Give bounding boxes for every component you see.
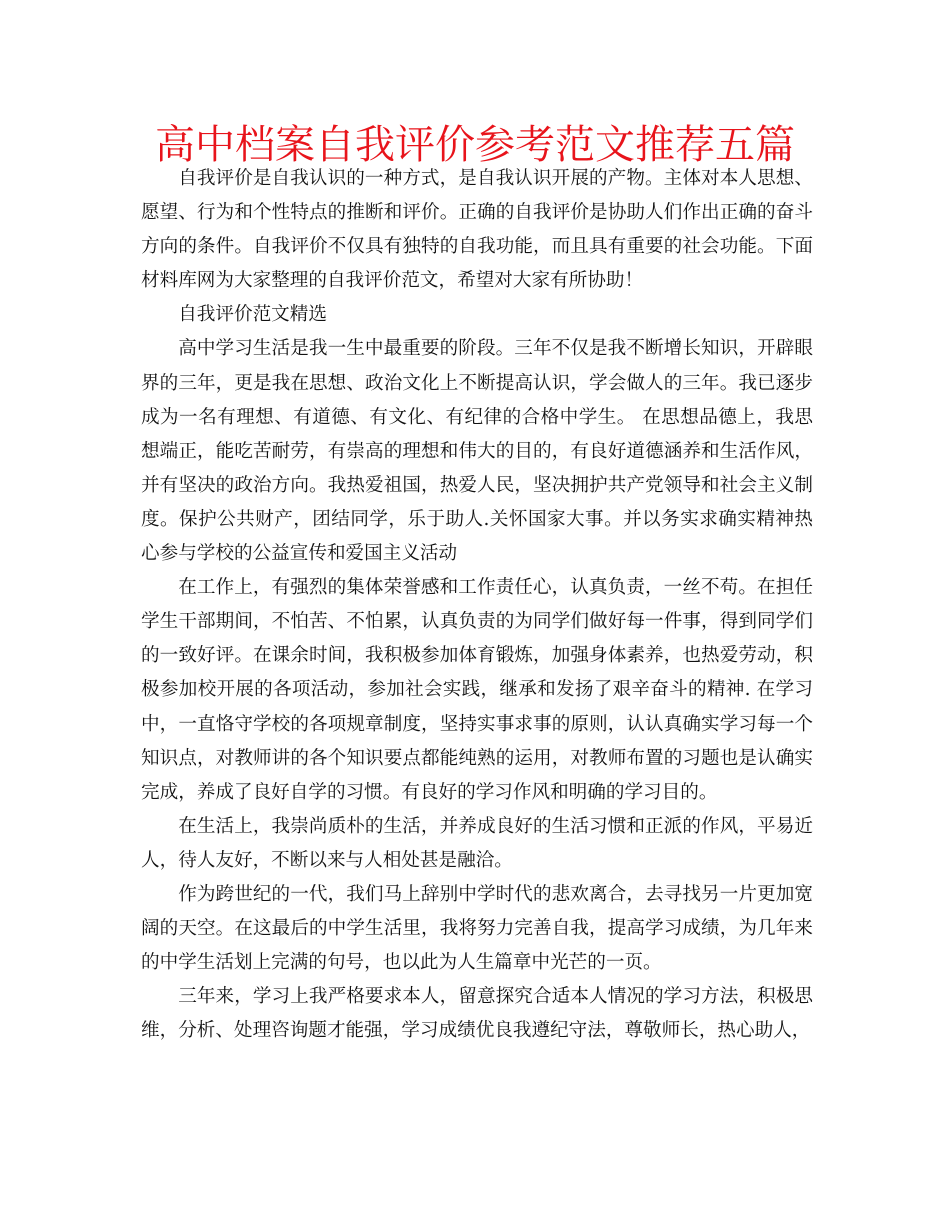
document-title: 高中档案自我评价参考范文推荐五篇 <box>155 122 795 168</box>
paragraph-section-heading: 自我评价范文精选 <box>178 304 327 326</box>
paragraph-work-study: 在工作上，有强烈的集体荣誉感和工作责任心，认真负责，一丝不苟。在担任学生干部期间，不怕苦、不怕累，认真负责的为同学们做好每一件事，得到同学们的一致好评。在课余时间，我积极参加体育锻炼，加强身体素养，也热爱劳动，积极参加校开展的各项活动，参加社会实践，继承和发扬了艰辛奋斗的精神. 在学习中，一直恪守学校的各项规章制度，坚持实事求事的原则，认认真确实学习每一个知识点，对教师讲的各个知识要点都能纯熟的运用，对教师布置的习题也是认确实完成，养成了良好自学的习惯。有良好的学习作风和明确的学习目的。 <box>141 577 813 803</box>
paragraph-life: 在生活上，我崇尚质朴的生活，并养成良好的生活习惯和正派的作风，平易近人，待人友好，不断以来与人相处甚是融洽。 <box>141 815 813 871</box>
document-body <box>141 162 813 1048</box>
paragraph-three-years: 三年来，学习上我严格要求本人，留意探究合适本人情况的学习方法，积极思维，分析、处理咨询题才能强，学习成绩优良我遵纪守法，尊敬师长，热心助人， <box>141 986 813 1042</box>
paragraph-intro: 自我评价是自我认识的一种方式，是自我认识开展的产物。主体对本人思想、愿望、行为和个性特点的推断和评价。正确的自我评价是协助人们作出正确的奋斗方向的条件。自我评价不仅具有独特的自我功能，而且具有重要的社会功能。下面材料库网为大家整理的自我评价范文，希望对大家有所协助！ <box>141 168 813 292</box>
paragraph-thought: 高中学习生活是我一生中最重要的阶段。三年不仅是我不断增长知识，开辟眼界的三年，更是我在思想、政治文化上不断提高认识，学会做人的三年。我已逐步成为一名有理想、有道德、有文化、有纪律的合格中学生。 在思想品德上，我思想端正，能吃苦耐劳，有崇高的理想和伟大的目的，有良好道德涵养和生活作风，并有坚决的政治方向。我热爱祖国，热爱人民，坚决拥护共产党领导和社会主义制度。保护公共财产，团结同学，乐于助人.关怀国家大事。并以务实求确实精神热心参与学校的公益宣传和爱国主义活动 <box>141 338 813 565</box>
paragraph-future: 作为跨世纪的一代，我们马上辞别中学时代的悲欢离合，去寻找另一片更加宽阔的天空。在这最后的中学生活里，我将努力完善自我，提高学习成绩，为几年来的中学生活划上完满的句号，也以此为人生篇章中光芒的一页。 <box>141 883 813 974</box>
